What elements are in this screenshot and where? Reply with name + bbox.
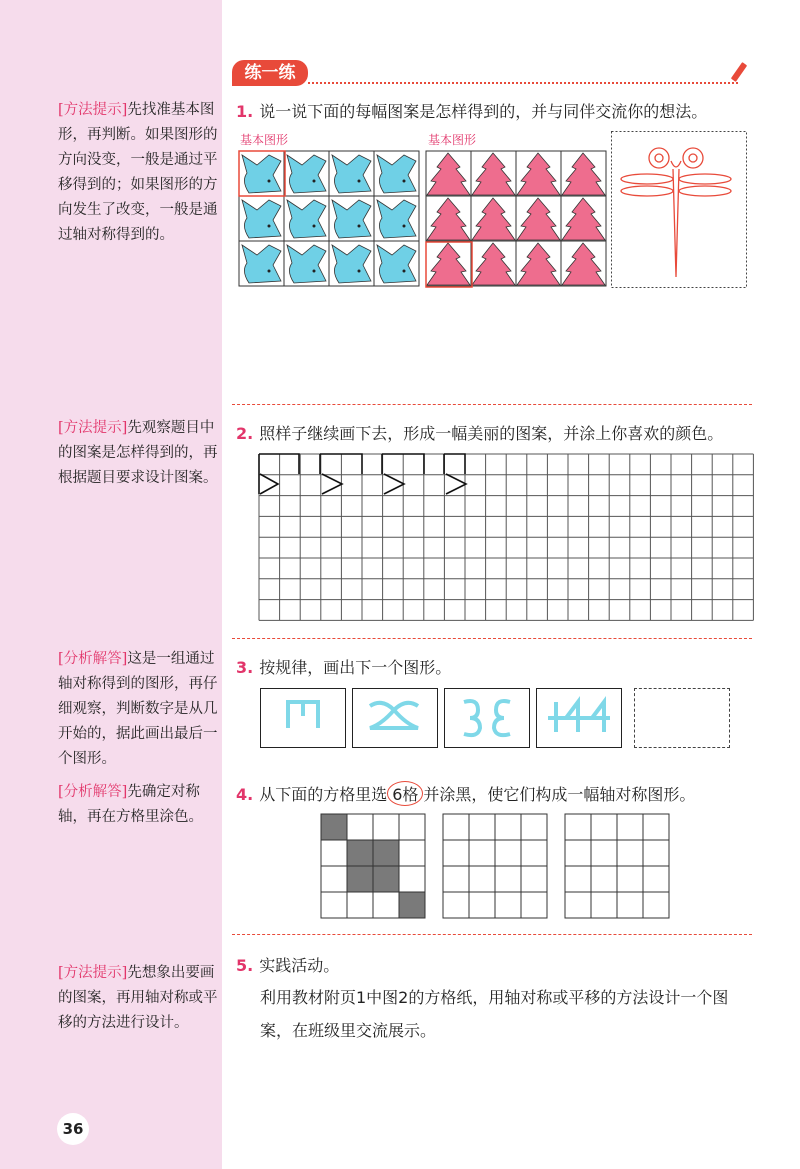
tree-pattern [425,150,607,288]
grid-cell [321,892,347,918]
question-number: 5. [236,956,254,975]
grid-cell [617,892,643,918]
question-text: 说一说下面的每幅图案是怎样得到的，并与同伴交流你的想法。 [259,102,708,121]
grid-cell [347,866,373,892]
grid-cell [321,814,347,840]
tip-1 [58,98,218,248]
tip-4 [58,780,218,830]
grid-cell [591,840,617,866]
grid-cell [373,840,399,866]
grid-cell [495,840,521,866]
grid-cell [443,840,469,866]
basic-shape-label-b: 基本图形 [428,133,477,147]
question-number: 2. [236,424,254,443]
basic-shape-label-a: 基本图形 [240,133,289,147]
fish-eye [268,270,271,273]
fish-eye [403,180,406,183]
grid-cell [443,892,469,918]
tip-tag: [方法提示] [58,420,128,436]
glyph-digit: 1 [301,738,305,745]
pencil-icon [731,62,747,82]
grid-cell [591,814,617,840]
grid-cell [399,840,425,866]
question-4 [236,781,695,806]
grid-cell [321,866,347,892]
grid-cell [347,840,373,866]
question-2 [236,421,723,444]
grid-cell [591,892,617,918]
grid-cell [443,814,469,840]
grid-cell [565,866,591,892]
tip-2 [58,416,218,491]
grid-cell [373,892,399,918]
grid-cell [495,866,521,892]
tip-text: 先想象出要画的图案，再用轴对称或平移的方法进行设计。 [58,965,218,1031]
fish-eye [313,270,316,273]
section-title: 练一练 [232,60,308,86]
divider [232,404,752,405]
question-number: 3. [236,658,254,677]
tip-tag: [分析解答] [58,784,128,800]
grid-cell [469,814,495,840]
grid-cell [591,866,617,892]
grid-cell [521,892,547,918]
glyph-digit: 3 [485,738,489,745]
grid-cell [565,892,591,918]
grid-cell [521,840,547,866]
grid-cell [495,814,521,840]
circled-count: 6格 [387,781,423,806]
grid-cell [399,866,425,892]
glyph-box-3 [444,688,530,748]
tip-tag: [方法提示] [58,965,128,981]
fish-eye [403,270,406,273]
tip-3 [58,647,218,772]
grid-cell [521,866,547,892]
tip-tag: [分析解答] [58,651,128,667]
question-text-after: 并涂黑，使它们构成一幅轴对称图形。 [423,785,696,804]
grid-cell [373,814,399,840]
fish-eye [403,225,406,228]
question-text: 按规律，画出下一个图形。 [259,658,452,677]
glyph-box-4 [536,688,622,748]
glyph-digit: 4 [577,738,581,745]
grid-cell [643,892,669,918]
grid-cell [643,866,669,892]
answer-box[interactable] [634,688,730,748]
page-number: 36 [57,1113,89,1145]
tip-tag: [方法提示] [58,102,128,118]
grid-cell [469,840,495,866]
blank-grid-1[interactable] [442,813,549,920]
blank-grid-2[interactable] [564,813,671,920]
grid-cell [521,814,547,840]
pattern-grid[interactable] [258,453,755,623]
question-number: 4. [236,785,254,804]
dragonfly-picture [611,131,747,288]
question-3 [236,655,451,678]
activity-text: 利用教材附页1中图2的方格纸，用轴对称或平移的方法设计一个图案，在班级里交流展示。 [260,988,729,1040]
divider [232,638,752,639]
question-text: 照样子继续画下去，形成一幅美丽的图案，并涂上你喜欢的颜色。 [259,424,724,443]
grid-cell [347,892,373,918]
tip-5 [58,961,218,1036]
fish-eye [313,225,316,228]
question-text-before: 从下面的方格里选 [259,785,388,804]
fish-eye [358,180,361,183]
question-number: 1. [236,102,254,121]
grid-cell [617,840,643,866]
grid-cell [565,840,591,866]
glyph-digit: 2 [393,738,397,745]
fish-eye [268,180,271,183]
fish-eye [313,180,316,183]
grid-cell [443,866,469,892]
tip-text: 这是一组通过轴对称得到的图形，再仔细观察，判断数字是从几开始的，据此画出最后一个图形。 [58,651,218,767]
grid-cell [399,814,425,840]
shaded-grid [320,813,427,920]
question-1 [236,99,707,122]
glyph-box-2 [352,688,438,748]
fish-eye [358,270,361,273]
grid-cell [469,892,495,918]
grid-cell [373,866,399,892]
grid-cell [347,814,373,840]
tip-text: 先找准基本图形，再判断。如果图形的方向没变，一般是通过平移得到的；如果图形的方向发生了改变，一般是通过轴对称得到的。 [58,102,218,243]
grid-cell [565,814,591,840]
divider [232,934,752,935]
grid-cell [399,892,425,918]
grid-cell [495,892,521,918]
grid-cell [643,840,669,866]
fish-eye [268,225,271,228]
tip-text: 先确定对称轴，再在方格里涂色。 [58,784,203,825]
grid-cell [469,866,495,892]
grid-cell [321,840,347,866]
fish-pattern [238,150,420,288]
fish-eye [358,225,361,228]
grid-cell [617,814,643,840]
grid-cell [643,814,669,840]
tip-text: 先观察题目中的图案是怎样得到的，再根据题目要求设计图案。 [58,420,218,486]
glyph-box-1 [260,688,346,748]
grid-cell [617,866,643,892]
header-divider [308,82,738,84]
question-title: 实践活动。 [259,956,340,975]
question-5 [236,953,339,976]
